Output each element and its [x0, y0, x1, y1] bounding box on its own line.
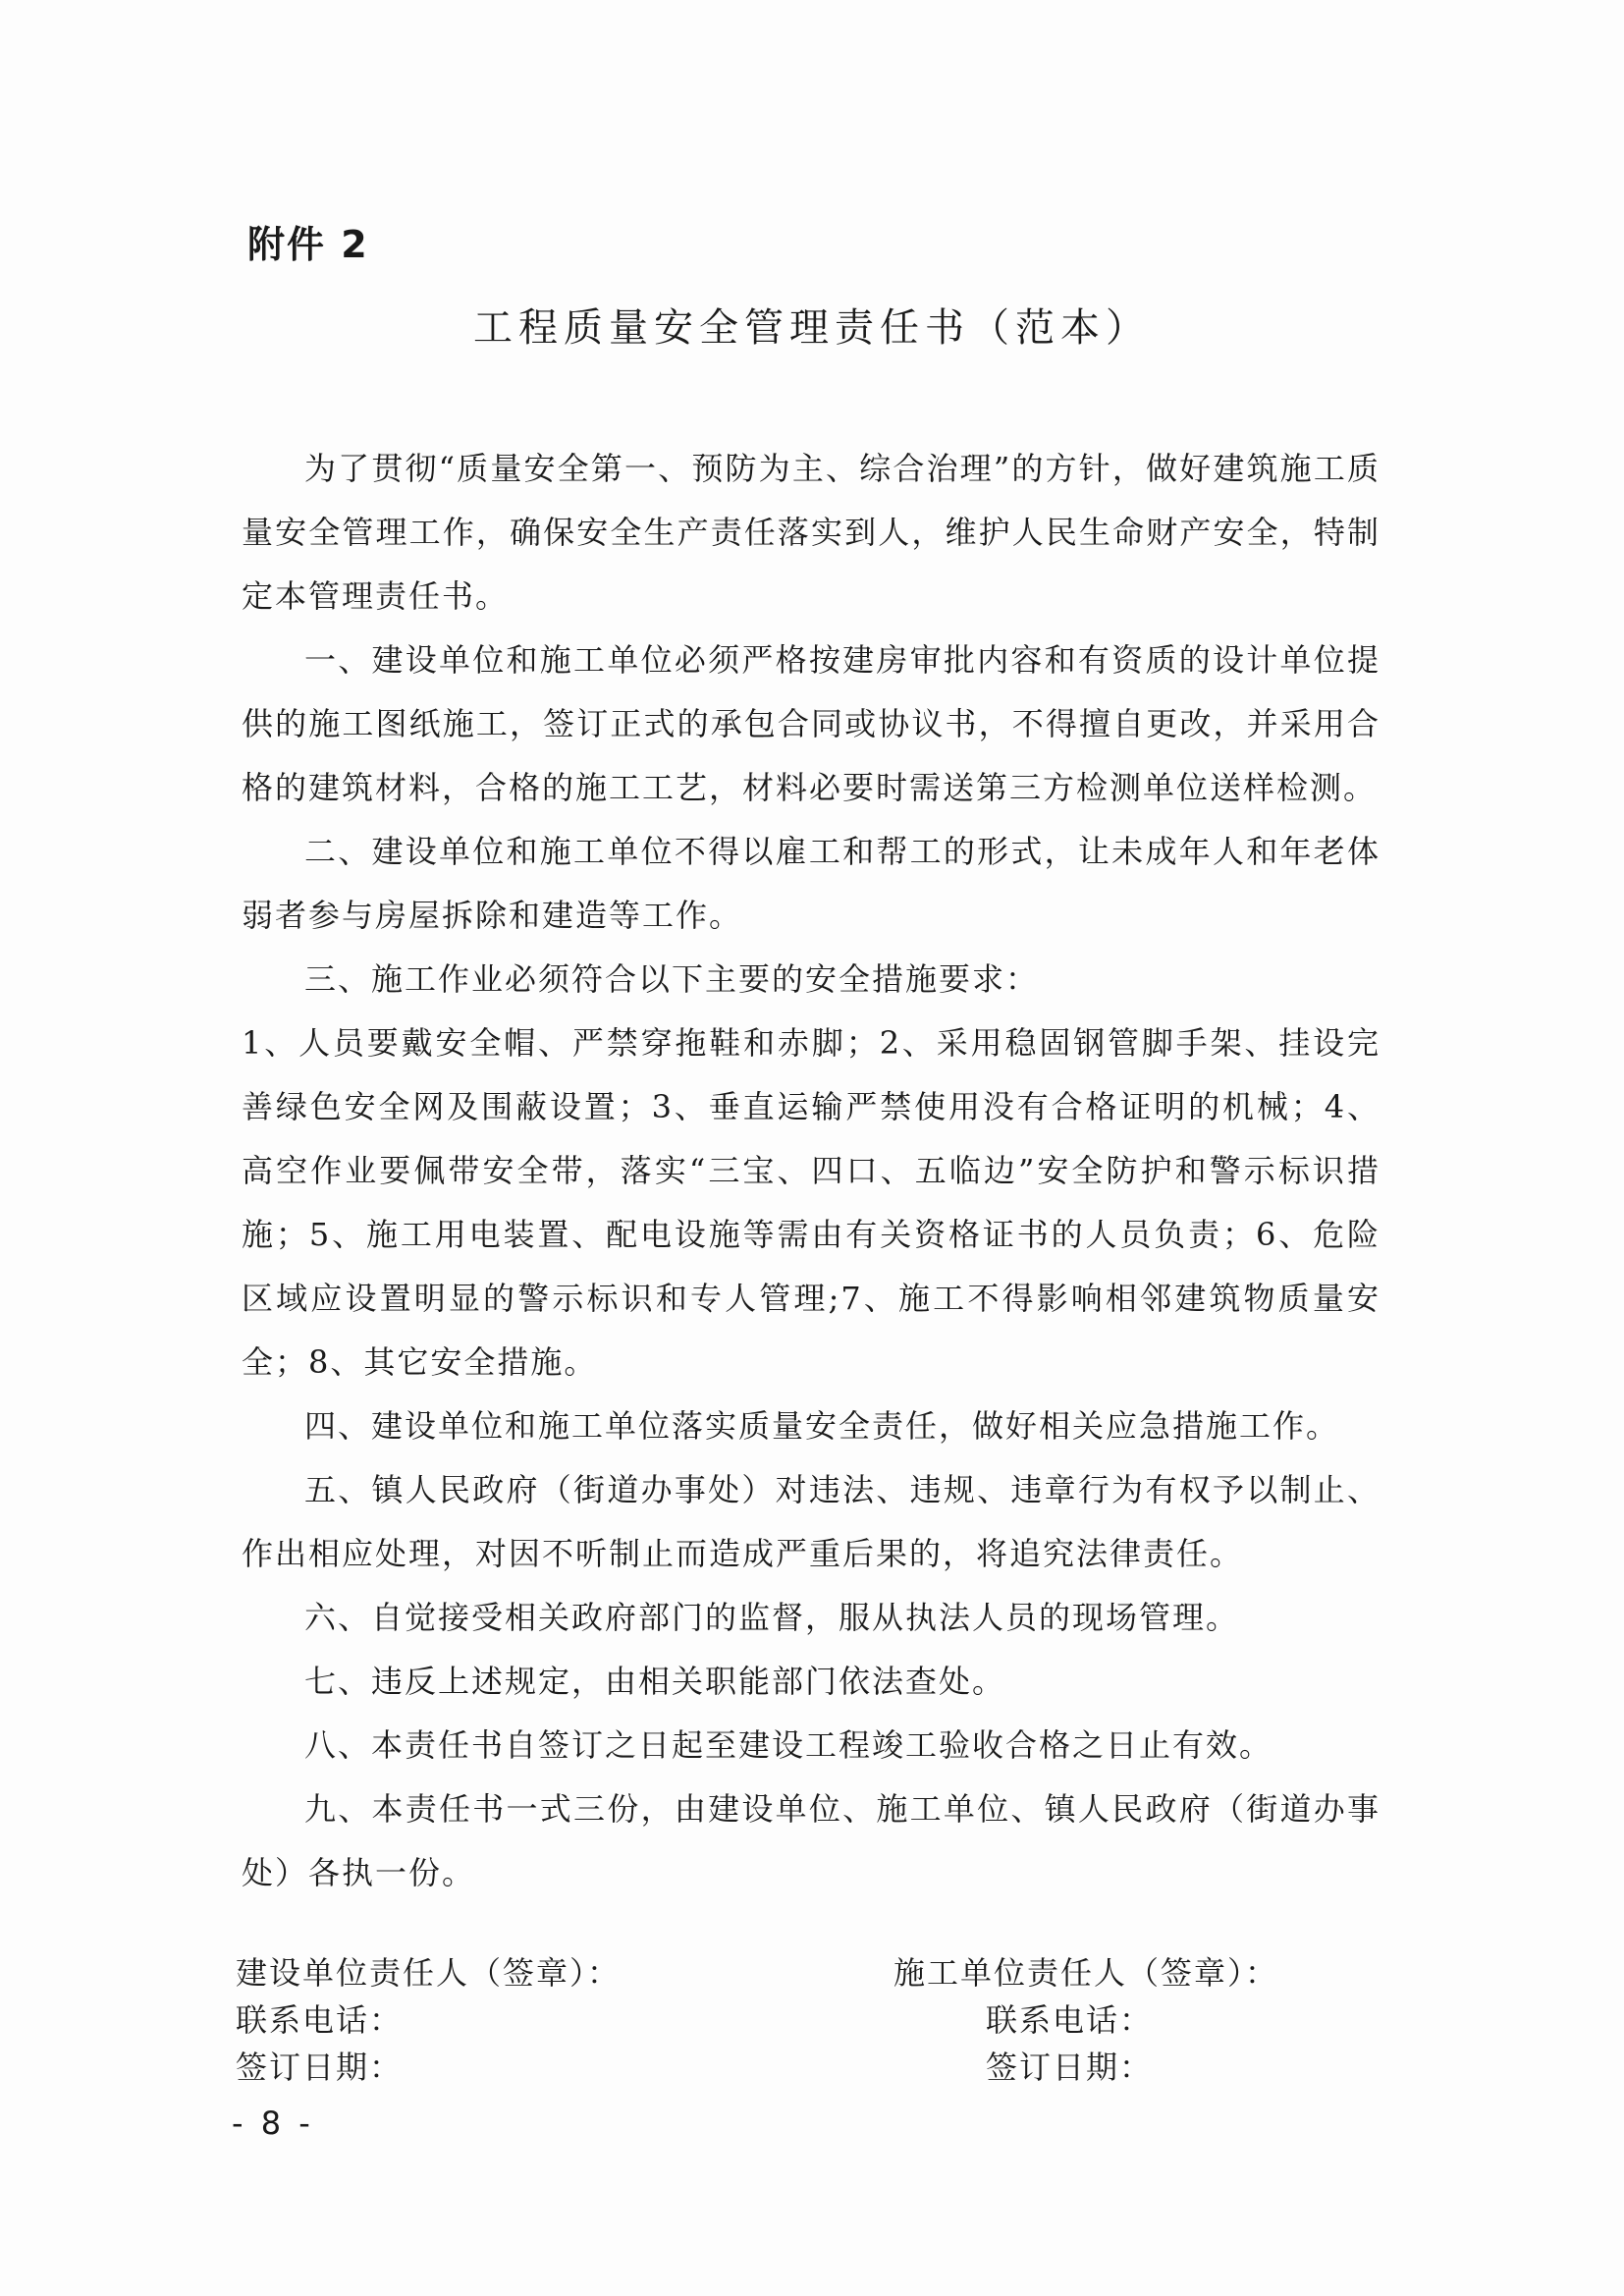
- clause-9: 九、本责任书一式三份，由建设单位、施工单位、镇人民政府（街道办事处）各执一份。: [242, 1790, 1380, 1891]
- safety-measures-list: 1、人员要戴安全帽、严禁穿拖鞋和赤脚；2、采用稳固钢管脚手架、挂设完善绿色安全网及围蔽设置；3、垂直运输严禁使用没有合格证明的机械；4、高空作业要佩带安全带，落实“三宝、四口、五临边”安全防护和警示标识措施；5、施工用电装置、配电设施等需由有关资格证书的人员负责；6、危险区域应设置明显的警示标识和专人管理;7、施工不得影响相邻建筑物质量安全；8、其它安全措施。: [242, 1024, 1380, 1381]
- clause-4: 四、建设单位和施工单位落实质量安全责任，做好相关应急措施工作。: [304, 1407, 1340, 1445]
- intro-paragraph: 为了贯彻“质量安全第一、预防为主、综合治理”的方针，做好建筑施工质量安全管理工作，确保安全生产责任落实到人，维护人民生命财产安全，特制定本管理责任书。: [242, 450, 1380, 615]
- clause-2: 二、建设单位和施工单位不得以雇工和帮工的形式，让未成年人和年老体弱者参与房屋拆除和建造等工作。: [242, 833, 1380, 934]
- clause-3: 三、施工作业必须符合以下主要的安全措施要求：: [304, 960, 1040, 998]
- clause-8: 八、本责任书自签订之日起至建设工程竣工验收合格之日止有效。: [304, 1726, 1273, 1764]
- signature-block-contractor: [893, 1949, 1278, 2091]
- owner-responsible-person: 建设单位责任人（签章）：: [236, 1954, 622, 1992]
- signature-block-construction-owner: [236, 1949, 621, 2091]
- document-title: 工程质量安全管理责任书（范本）: [473, 305, 1151, 351]
- contractor-responsible-person: 施工单位责任人（签章）：: [893, 1954, 1279, 1992]
- clause-5: 五、镇人民政府（街道办事处）对违法、违规、违章行为有权予以制止、作出相应处理，对因不听制止而造成严重后果的，将追究法律责任。: [242, 1471, 1380, 1572]
- page-number: - 8 -: [232, 2105, 314, 2142]
- owner-sign-date: 签订日期：: [236, 2049, 404, 2086]
- attachment-label: 附件 2: [247, 223, 369, 266]
- owner-phone: 联系电话：: [236, 2001, 404, 2039]
- contractor-sign-date: 签订日期：: [986, 2049, 1154, 2086]
- clause-1: 一、建设单位和施工单位必须严格按建房审批内容和有资质的设计单位提供的施工图纸施工，签订正式的承包合同或协议书，不得擅自更改，并采用合格的建筑材料，合格的施工工艺，材料必要时需送第三方检测单位送样检测。: [242, 641, 1380, 806]
- clause-6: 六、自觉接受相关政府部门的监督，服从执法人员的现场管理。: [304, 1599, 1240, 1636]
- clause-7: 七、违反上述规定，由相关职能部门依法查处。: [304, 1663, 1006, 1700]
- contractor-phone: 联系电话：: [986, 2001, 1154, 2039]
- document-body: [242, 437, 1380, 1905]
